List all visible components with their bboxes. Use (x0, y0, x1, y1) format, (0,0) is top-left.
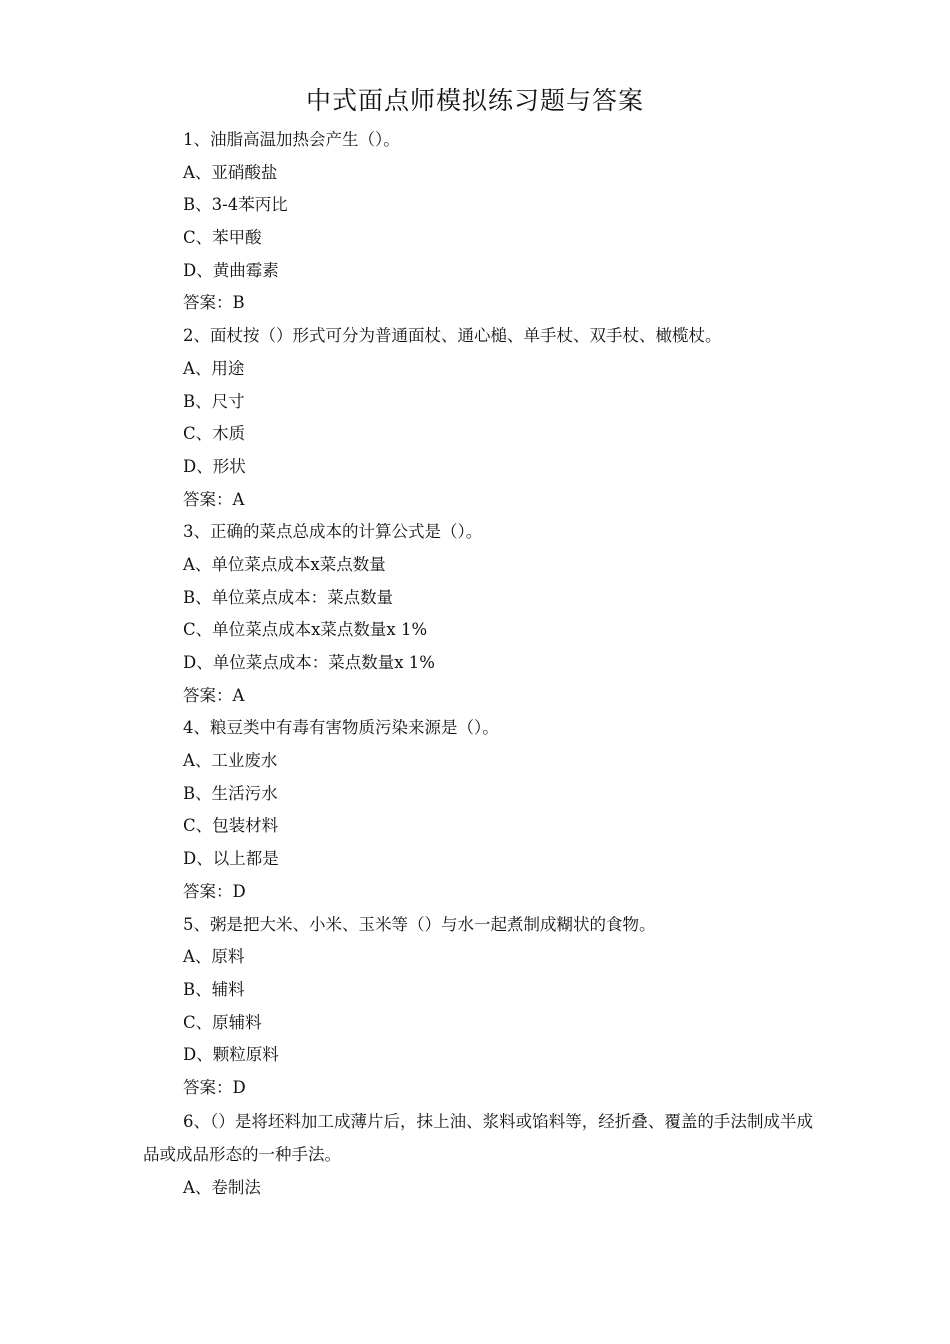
option-b: B、辅料 (183, 979, 245, 999)
question-stem: 3、正确的菜点总成本的计算公式是（）。 (183, 522, 483, 542)
option-a: A、卷制法 (183, 1177, 261, 1197)
answer: 答案：B (183, 293, 245, 313)
option-d: D、单位菜点成本：菜点数量x 1% (183, 653, 435, 672)
option-b: B、单位菜点成本：菜点数量 (183, 587, 394, 607)
question-stem: 5、粥是把大米、小米、玉米等（）与水一起煮制成糊状的食物。 (183, 914, 656, 934)
option-a: A、用途 (183, 358, 245, 378)
option-b: B、生活污水 (183, 783, 278, 803)
answer: 答案：A (183, 489, 245, 509)
option-d: D、形状 (183, 456, 246, 476)
option-a: A、原料 (183, 947, 245, 967)
option-b: B、3-4苯丙比 (183, 195, 288, 215)
answer: 答案：A (183, 685, 245, 705)
question-list (0, 124, 950, 1204)
option-a: A、亚硝酸盐 (183, 162, 278, 182)
question-stem: 2、面杖按（）形式可分为普通面杖、通心槌、单手杖、双手杖、橄榄杖。 (183, 326, 722, 346)
option-d: D、黄曲霉素 (183, 260, 279, 280)
option-a: A、工业废水 (183, 751, 278, 771)
option-a: A、单位菜点成本x菜点数量 (183, 554, 386, 574)
question-stem: 4、粮豆类中有毒有害物质污染来源是（）。 (183, 718, 499, 738)
option-b: B、尺寸 (183, 391, 245, 411)
option-c: C、苯甲酸 (183, 228, 262, 248)
option-d: D、以上都是 (183, 849, 279, 869)
answer: 答案：D (183, 1077, 246, 1097)
page-title: 中式面点师模拟练习题与答案 (305, 86, 644, 115)
option-c: C、包装材料 (183, 816, 279, 836)
option-c: C、单位菜点成本x菜点数量x 1% (183, 620, 428, 640)
answer: 答案：D (183, 881, 246, 901)
question-stem: 1、油脂高温加热会产生（）。 (183, 130, 400, 149)
question-stem: 6、（）是将坯料加工成薄片后，抹上油、浆料或馅料等，经折叠、覆盖的手法制成半成品或成品形态的一种手法。 (143, 1111, 813, 1164)
option-c: C、木质 (183, 424, 246, 444)
option-d: D、颗粒原料 (183, 1045, 279, 1065)
option-c: C、原辅料 (183, 1012, 262, 1032)
